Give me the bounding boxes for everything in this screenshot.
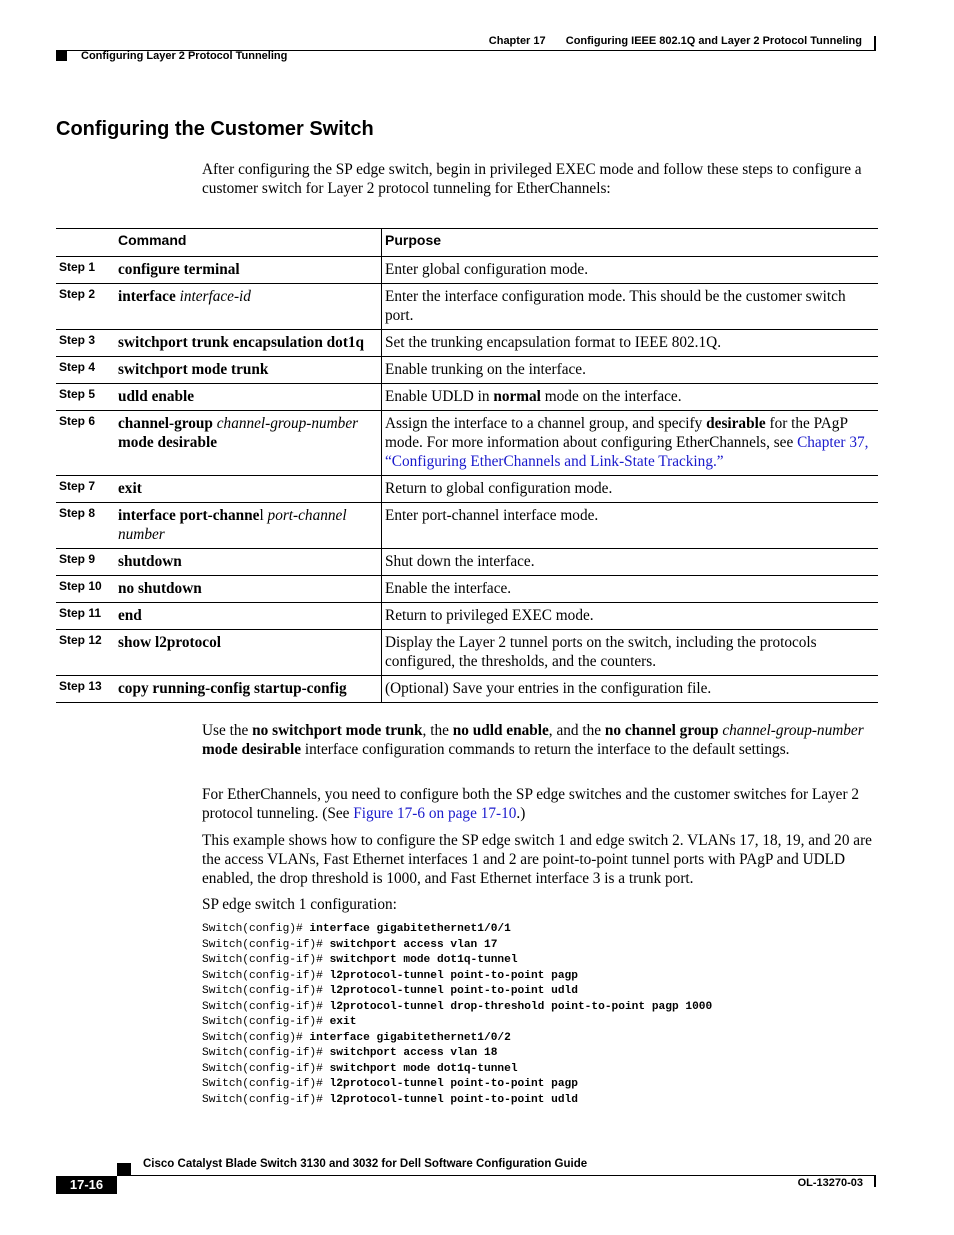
running-header-chapter [489, 35, 862, 47]
purpose-cell [382, 284, 878, 329]
table-row [56, 284, 878, 330]
purpose-text-2: mode on the interface. [544, 388, 682, 405]
table-row [56, 503, 878, 549]
command-keyword: udld enable [118, 388, 195, 405]
command-cell [114, 576, 382, 602]
chapter-label: Chapter 17 [488, 35, 546, 47]
footer-guide-title: Cisco Catalyst Blade Switch 3130 and 3032 for Dell Software Configuration Guide [143, 1158, 588, 1170]
command-keyword: channel-group [118, 415, 213, 432]
cli-command: switchport mode dot1q-tunnel [329, 954, 518, 966]
command-cell [114, 284, 382, 329]
table-row [56, 630, 878, 676]
step-label: Step 3 [59, 333, 96, 347]
page-title: Configuring the Customer Switch [56, 118, 374, 140]
code-line [202, 1077, 712, 1093]
step-label: Step 10 [59, 579, 102, 593]
cli-command: interface gigabitethernet1/0/2 [309, 1031, 511, 1044]
intro-paragraph: After configuring the SP edge switch, begin in privileged EXEC mode and follow these steps to configure a customer switch for Layer 2 protocol tunneling for EtherChannels: [202, 161, 862, 197]
figure-link[interactable]: Figure 17-6 on page 17-10 [353, 805, 517, 822]
table-row [56, 603, 878, 630]
cli-command: l2protocol-tunnel point-to-point pagp [329, 1078, 578, 1090]
step-label: Step 9 [59, 552, 96, 566]
command-table [56, 228, 878, 703]
command-keyword: interface [118, 288, 176, 305]
cli-prompt: Switch(config-if)# [202, 1093, 330, 1106]
cli-prompt: Switch(config)# [202, 1031, 310, 1044]
cli-command: switchport access vlan 18 [329, 1047, 498, 1059]
footer-tick [874, 1176, 876, 1187]
purpose-text: Shut down the interface. [385, 553, 535, 570]
command-keyword: switchport trunk encapsulation dot1q [118, 334, 365, 351]
command-cell [114, 630, 382, 675]
cli-prompt: Switch(config-if)# [202, 969, 330, 982]
purpose-text: Enter port-channel interface mode. [385, 507, 599, 524]
command-cell [114, 549, 382, 575]
purpose-text: Enter the interface configuration mode. This should be the customer switch port. [385, 288, 846, 324]
document-id: OL-13270-03 [797, 1177, 863, 1189]
chapter-link[interactable]: Chapter 37, “Configuring EtherChannels and Link-State Tracking.” [385, 434, 869, 470]
cli-command: l2protocol-tunnel point-to-point udld [329, 985, 578, 997]
command-cell [114, 603, 382, 629]
purpose-text: Enable UDLD in [385, 388, 490, 405]
purpose-text: Enter global configuration mode. [385, 261, 589, 278]
purpose-keyword: normal [493, 388, 541, 405]
table-row [56, 549, 878, 576]
table-row [56, 476, 878, 503]
code-line [202, 1062, 712, 1078]
purpose-cell [382, 503, 878, 548]
step-label: Step 1 [59, 260, 96, 274]
purpose-cell [382, 476, 878, 502]
purpose-text: Enable trunking on the interface. [385, 361, 586, 378]
purpose-cell [382, 384, 878, 410]
purpose-text: Assign the interface to a channel group, and specify [385, 415, 703, 432]
header-marker [56, 51, 67, 61]
column-header-purpose: Purpose [385, 232, 442, 248]
purpose-text: Return to privileged EXEC mode. [385, 607, 594, 624]
example-paragraph: This example shows how to configure the SP edge switch 1 and edge switch 2. VLANs 17, 18, 19, and 20 are the access VLANs, Fast Ethernet interfaces 1 and 2 are point-to-point tunnel ports with PAgP and UDLD enabled, the drop threshold is 1000, and Fast Ethernet interface 3 is a trunk port. [202, 832, 872, 887]
purpose-cell [382, 549, 878, 575]
step-label: Step 6 [59, 414, 96, 428]
purpose-cell [382, 576, 878, 602]
cli-command: l2protocol-tunnel point-to-point udld [329, 1093, 578, 1106]
command-keyword: interface port-channe [118, 507, 260, 524]
command-keyword: no shutdown [118, 580, 202, 597]
command-keyword: end [118, 607, 142, 624]
step-label: Step 2 [59, 287, 96, 301]
sp-edge-label: SP edge switch 1 configuration: [202, 896, 397, 913]
cli-prompt: Switch(config-if)# [202, 1016, 330, 1028]
table-row [56, 676, 878, 703]
etherchannel-paragraph: For EtherChannels, you need to configure both the SP edge switches and the customer switches for Layer 2 protocol tunneling. (See Figure 17-6 on page 17-10.) [202, 786, 860, 822]
cli-prompt: Switch(config-if)# [202, 985, 330, 997]
command-text: l [259, 507, 264, 524]
command-argument: interface-id [179, 288, 251, 305]
purpose-text: Set the trunking encapsulation format to IEEE 802.1Q. [385, 334, 722, 351]
step-label: Step 5 [59, 387, 96, 401]
cli-prompt: Switch(config-if)# [202, 1000, 330, 1013]
table-row [56, 330, 878, 357]
code-line [202, 1093, 712, 1109]
footer-rule [117, 1175, 876, 1176]
purpose-cell [382, 357, 878, 383]
code-line [202, 953, 712, 969]
code-line [202, 984, 712, 1000]
command-argument: channel-group-number [216, 415, 359, 432]
purpose-cell [382, 603, 878, 629]
cli-command: l2protocol-tunnel point-to-point pagp [329, 969, 578, 982]
page-number: 17-16 [56, 1176, 117, 1194]
purpose-text: Enable the interface. [385, 580, 512, 597]
command-keyword: show l2protocol [118, 634, 221, 651]
purpose-cell [382, 630, 878, 675]
header-bar [874, 36, 876, 50]
table-header-row [56, 228, 878, 257]
purpose-cell [382, 330, 878, 356]
table-row [56, 357, 878, 384]
command-cell [114, 257, 382, 283]
step-label: Step 13 [59, 679, 102, 693]
command-cell [114, 357, 382, 383]
table-row [56, 257, 878, 284]
step-label: Step 4 [59, 360, 96, 374]
command-keyword: shutdown [118, 553, 182, 570]
command-cell [114, 503, 382, 548]
cli-prompt: Switch(config-if)# [202, 938, 330, 951]
code-line [202, 969, 712, 985]
command-cell [114, 384, 382, 410]
purpose-cell [382, 411, 878, 475]
command-cell [114, 330, 382, 356]
table-row [56, 384, 878, 411]
table-row [56, 411, 878, 476]
cli-prompt: Switch(config-if)# [202, 954, 330, 966]
code-line [202, 922, 712, 938]
cli-command: interface gigabitethernet1/0/1 [309, 923, 511, 935]
cli-command: switchport mode dot1q-tunnel [329, 1062, 518, 1075]
step-label: Step 12 [59, 633, 102, 647]
purpose-cell [382, 676, 878, 702]
command-cell [114, 676, 382, 702]
command-keyword: switchport mode trunk [118, 361, 269, 378]
purpose-text: Display the Layer 2 tunnel ports on the switch, including the protocols configured, the thresholds, and the counters. [385, 634, 817, 670]
code-line [202, 938, 712, 954]
running-header-section: Configuring Layer 2 Protocol Tunneling [81, 50, 288, 62]
column-header-command: Command [114, 229, 382, 256]
cli-prompt: Switch(config-if)# [202, 1047, 330, 1059]
cli-prompt: Switch(config-if)# [202, 1078, 330, 1090]
code-line [202, 1031, 712, 1047]
purpose-cell [382, 257, 878, 283]
code-line [202, 1000, 712, 1016]
cli-command: switchport access vlan 17 [329, 938, 498, 951]
command-keyword: configure terminal [118, 261, 240, 278]
cli-command: exit [329, 1016, 357, 1028]
purpose-text-2: for the PAgP mode. For more information about configuring EtherChannels, see [385, 415, 848, 451]
purpose-text: Return to global configuration mode. [385, 480, 613, 497]
purpose-keyword: desirable [706, 415, 766, 432]
cli-command: l2protocol-tunnel drop-threshold point-to-point pagp 1000 [329, 1000, 713, 1013]
command-keyword: exit [118, 480, 142, 497]
command-keyword: copy running-config startup-config [118, 680, 347, 697]
command-keyword-2: mode desirable [118, 434, 217, 451]
chapter-title: Configuring IEEE 802.1Q and Layer 2 Protocol Tunneling [565, 35, 862, 47]
config-code-block [202, 922, 712, 1108]
cli-prompt: Switch(config-if)# [202, 1062, 330, 1075]
code-line [202, 1046, 712, 1062]
step-label: Step 8 [59, 506, 96, 520]
command-cell [114, 476, 382, 502]
step-label: Step 11 [59, 606, 102, 620]
reset-defaults-paragraph: Use the no switchport mode trunk, the no udld enable, and the no channel group channel-group-number mode desirable interface configuration commands to return the interface to the default settings. [202, 722, 864, 758]
table-row [56, 576, 878, 603]
command-argument: port-channel number [118, 507, 347, 543]
cli-prompt: Switch(config)# [202, 923, 310, 935]
purpose-text: (Optional) Save your entries in the configuration file. [385, 680, 712, 697]
step-label: Step 7 [59, 479, 96, 493]
command-cell [114, 411, 382, 475]
code-line [202, 1015, 712, 1031]
